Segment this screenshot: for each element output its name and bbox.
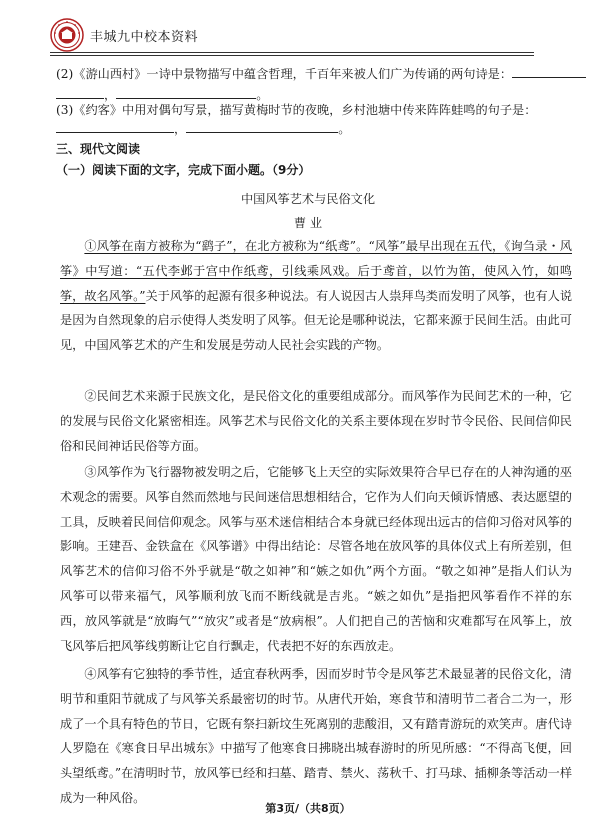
underlined-sentence-b: “风筝”最早出现在五代，《询刍录・风筝》中写道：“五代李邺于宫中作纸鸢，引线乘风戏。后于鸢首，以竹为笛，使风入竹，如鸣筝，故名风筝。” <box>60 239 572 303</box>
answer-blank <box>512 65 586 78</box>
paragraph-4: ④风筝有它独特的季节性，适宜春秋两季，因而岁时节令是风筝艺术最显著的民俗文化，清明节和重阳节就成了与风筝关系最密切的时节。从唐代开始，寒食节和清明节二者合二为一，形成了一个具有特色的节日，它既有祭扫新坟生死离别的悲酸泪，又有踏青游玩的欢笑声。唐代诗人罗隐在《寒食日早出城东》中描写了他寒食日拂晓出城春游时的所见所感：“不得高飞便，回头望纸鸢。”在清明时节，放风筝已经和扫墓、踏青、禁火、荡秋千、打马球、插柳条等活动一样成为一种风俗。 <box>60 667 573 805</box>
school-emblem-icon <box>50 18 84 52</box>
answer-blank <box>56 86 104 99</box>
paragraph-1 <box>60 234 572 358</box>
page-footer: 第3页/（共8页） <box>265 802 351 815</box>
question-2-text: (2)《游山西村》一诗中景物描写中蕴含哲理，千百年来被人们广为传诵的两句诗是： <box>56 67 513 81</box>
header-rule-bottom <box>50 55 534 56</box>
question-2-continued <box>56 86 576 103</box>
article-author: 曹 业 <box>293 216 323 230</box>
answer-blank <box>56 120 174 133</box>
separator: ， <box>174 122 187 136</box>
paragraph-3: ③风筝作为飞行器物被发明之后，它能够飞上天空的实际效果符合早已存在的人神沟通的巫术观念的需要。风筝自然而然地与民间迷信思想相结合，它作为人们向天倾诉情感、表达愿望的工具，反映着民间信仰观念。风筝与巫术迷信相结合本身就已经体现出远古的信仰习俗对风筝的影响。王建吾、金铁盒在《风筝谱》中得出结论：尽管各地在放风筝的具体仪式上有所差别，但风筝艺术的信仰习俗不外乎就是“敬之如神”和“嫉之如仇”两个方面。“敬之如神”是指人们认为风筝可以带来福气，风筝顺利放飞而不断线就是吉兆。“嫉之如仇”是指把风筝看作不祥的东西，放风筝就是“放晦气”“放灾”或者是“放病根”。人们把自己的苦恼和灾难都写在风筝上，放飞风筝后把风筝线剪断让它自行飘走，代表把不好的东西放走。 <box>60 465 572 653</box>
question-2 <box>56 65 576 82</box>
underlined-sentence-a: ①风筝在南方被称为“鹞子”，在北方被称为“纸鸢”。 <box>84 239 369 253</box>
article-title: 中国风筝艺术与民俗文化 <box>240 192 376 206</box>
question-3-continued <box>56 120 576 137</box>
period: 。 <box>338 122 351 136</box>
page-header <box>50 16 534 56</box>
section-heading: 三、现代文阅读 <box>56 142 141 156</box>
school-name: 丰城九中校本资料 <box>90 30 199 45</box>
sub-heading: （一）阅读下面的文字，完成下面小题。（9分） <box>56 163 311 177</box>
period: 。 <box>256 88 269 102</box>
paragraph-2: ②民间艺术来源于民族文化，是民俗文化的重要组成部分。而风筝作为民间艺术的一种，它的发展与民俗文化紧密相连。风筝艺术与民俗文化的关系主要体现在岁时节令民俗、民间信仰民俗和民间神话民俗等方面。 <box>60 389 572 453</box>
answer-blank <box>186 120 338 133</box>
paragraph-1-rest: 关于风筝的起源有很多种说法。有人说因古人祟拜鸟类而发明了风筝，也有人说是因为自然现象的启示使得人类发明了风筝。但无论是哪种说法，它都来源于民间生活。由此可见，中国风筝艺术的产生和发展是劳动人民社会实践的产物。 <box>60 288 573 353</box>
header-rule-top <box>50 52 534 53</box>
question-3 <box>56 102 576 118</box>
answer-blank <box>116 86 256 99</box>
question-3-text: (3)《约客》中用对偶句写景，描写黄梅时节的夜晚，乡村池塘中传来阵阵蛙鸣的句子是： <box>56 103 537 117</box>
separator: ， <box>104 88 117 102</box>
